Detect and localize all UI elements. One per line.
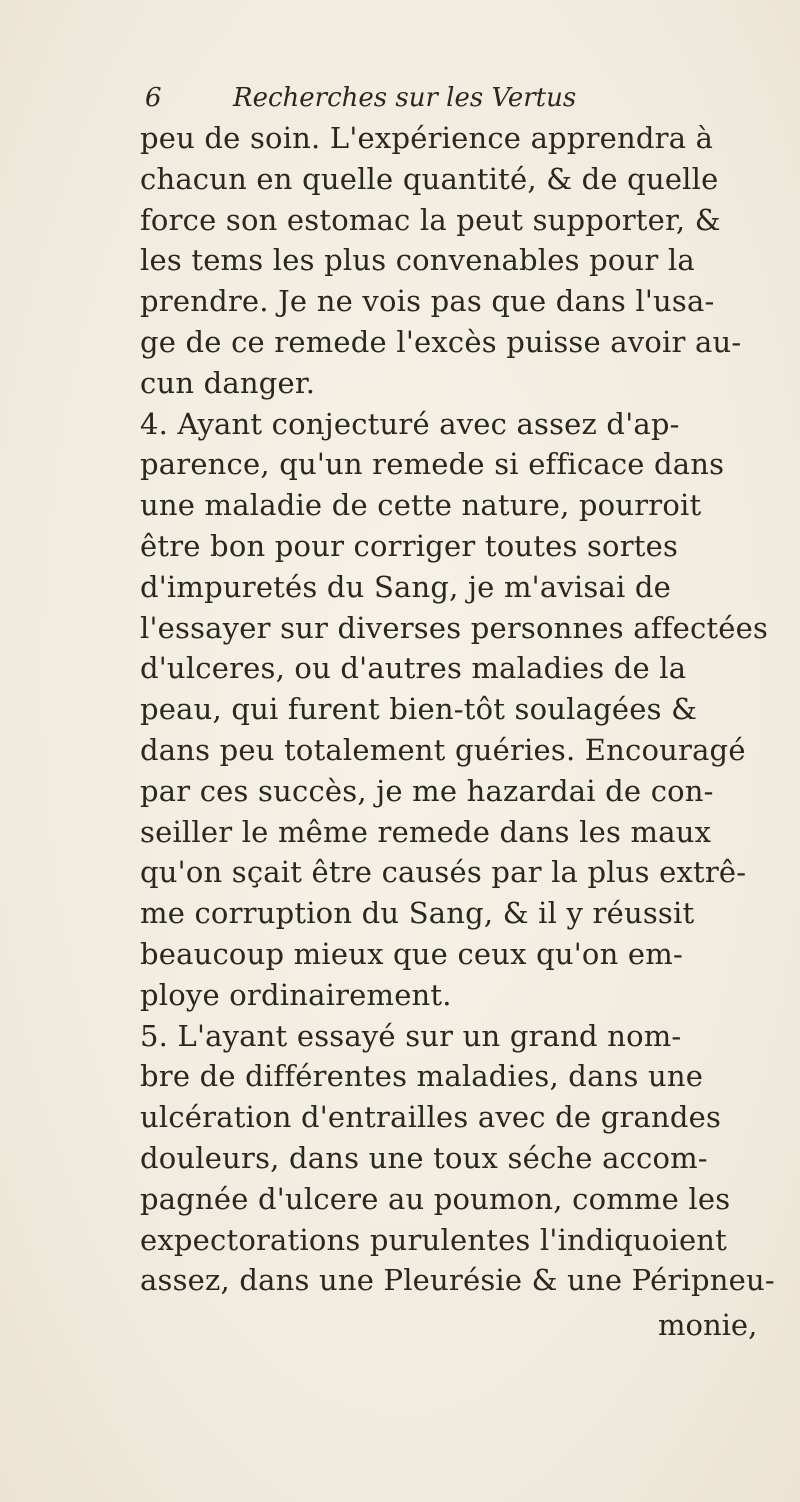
text-line: pagnée d'ulcere au poumon, comme les [140,1181,731,1216]
text-line: d'ulceres, ou d'autres maladies de la [140,651,687,686]
catchword: monie, [658,1308,758,1342]
text-line: d'impuretés du Sang, je m'avisai de [140,569,671,604]
text-line: me corruption du Sang, & il y réussit [140,896,695,931]
text-line: ploye ordinairement. [140,977,452,1012]
text-line: dans peu totalement guéries. Encouragé [140,732,746,767]
text-line: beaucoup mieux que ceux qu'on em- [140,936,683,971]
text-line: chacun en quelle quantité, & de quelle [140,161,719,196]
text-line: qu'on sçait être causés par la plus extrê- [140,855,747,890]
page-header [145,78,645,118]
text-line: ge de ce remede l'excès puisse avoir au- [140,324,742,359]
text-line: assez, dans une Pleurésie & une Péripneu- [140,1263,775,1298]
body-text [140,118,780,1301]
text-line: peu de soin. L'expérience apprendra à [140,121,714,155]
text-line: ulcération d'entrailles avec de grandes [140,1100,722,1135]
text-line: par ces succès, je me hazardai de con- [140,773,714,808]
text-line: expectorations purulentes l'indiquoient [140,1222,728,1257]
text-line: prendre. Je ne vois pas que dans l'usa- [140,284,715,319]
text-line: les tems les plus convenables pour la [140,243,695,278]
text-line: 4. Ayant conjecturé avec assez d'ap- [140,406,680,441]
text-line: parence, qu'un remede si efficace dans [140,447,725,482]
text-line: peau, qui furent bien-tôt soulagées & [140,692,698,727]
text-line: cun danger. [140,365,316,400]
text-line: bre de différentes maladies, dans une [140,1059,704,1094]
text-line: être bon pour corriger toutes sortes [140,528,679,563]
text-line: seiller le même remede dans les maux [140,814,712,849]
text-line: douleurs, dans une toux séche accom- [140,1140,708,1175]
page-number: 6 [145,83,162,113]
text-line: une maladie de cette nature, pourroit [140,488,702,523]
running-title: Recherches sur les Vertus [233,83,577,113]
text-line: 5. L'ayant essayé sur un grand nom- [140,1018,682,1053]
text-line: force son estomac la peut supporter, & [140,202,721,237]
text-line: l'essayer sur diverses personnes affectées [140,610,769,645]
